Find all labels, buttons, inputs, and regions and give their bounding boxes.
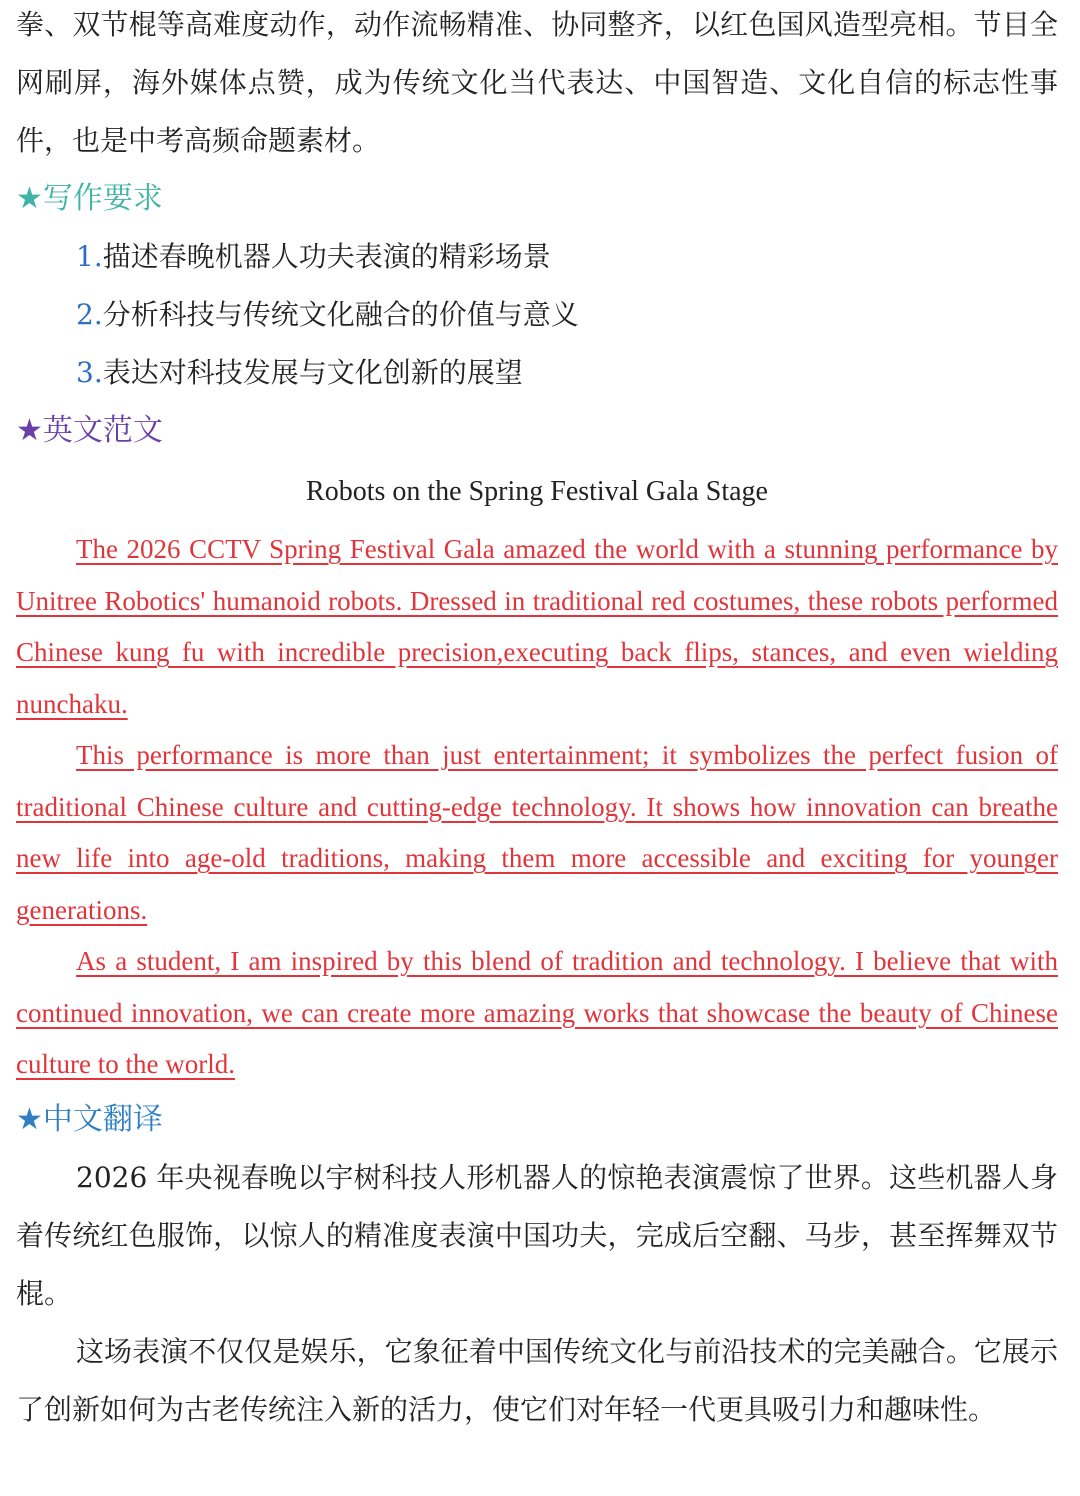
essay-paragraph-2: This performance is more than just entertainment; it symbolizes the perfect fusion of traditional Chinese culture and cutting-edge technology. It shows how innovation can breathe new life into age-old traditions, making them more accessible and exciting for younger generations. bbox=[16, 740, 1058, 925]
heading-text: 中文翻译 bbox=[42, 1101, 163, 1137]
item-number: 3. bbox=[76, 356, 103, 389]
star-icon: ★ bbox=[16, 413, 43, 448]
heading-text: 英文范文 bbox=[42, 413, 163, 448]
item-text: 表达对科技发展与文化创新的展望 bbox=[102, 356, 523, 389]
item-text: 描述春晚机器人功夫表演的精彩场景 bbox=[102, 240, 551, 273]
requirements-list bbox=[16, 228, 1058, 402]
list-item bbox=[16, 286, 1058, 344]
document-page bbox=[16, 0, 1058, 1439]
item-number: 2. bbox=[76, 298, 103, 331]
writing-requirements-heading bbox=[16, 170, 1058, 228]
chinese-translation-heading bbox=[16, 1091, 1058, 1149]
essay-title: Robots on the Spring Festival Gala Stage bbox=[306, 476, 768, 507]
list-item bbox=[16, 344, 1058, 402]
list-item bbox=[16, 228, 1058, 286]
item-text: 分析科技与传统文化融合的价值与意义 bbox=[102, 298, 579, 331]
intro-paragraph: 拳、双节棍等高难度动作，动作流畅精准、协同整齐，以红色国风造型亮相。节目全网刷屏，海外媒体点赞，成为传统文化当代表达、中国智造、文化自信的标志性事件，也是中考高频命题素材。 bbox=[16, 8, 1058, 157]
english-essay-heading bbox=[16, 402, 1058, 460]
star-icon: ★ bbox=[16, 1101, 43, 1137]
translation-paragraph-1: 2026 年央视春晚以宇树科技人形机器人的惊艳表演震惊了世界。这些机器人身着传统红色服饰，以惊人的精准度表演中国功夫，完成后空翻、马步，甚至挥舞双节棍。 bbox=[16, 1160, 1058, 1310]
star-icon: ★ bbox=[16, 181, 43, 216]
translation-paragraph-2: 这场表演不仅仅是娱乐，它象征着中国传统文化与前沿技术的完美融合。它展示了创新如何为古老传统注入新的活力，使它们对年轻一代更具吸引力和趣味性。 bbox=[16, 1334, 1058, 1426]
essay-paragraph-3: As a student, I am inspired by this blend of tradition and technology. I believe that with continued innovation, we can create more amazing works that showcase the beauty of Chinese culture to the world. bbox=[16, 946, 1058, 1079]
heading-text: 写作要求 bbox=[42, 181, 163, 216]
item-number: 1. bbox=[76, 240, 103, 273]
essay-paragraph-1: The 2026 CCTV Spring Festival Gala amazed the world with a stunning performance by Unitree Robotics' humanoid robots. Dressed in traditional red costumes, these robots performed Chinese kung fu with incredible precision,executing back flips, stances, and even wielding nunchaku. bbox=[16, 534, 1058, 719]
